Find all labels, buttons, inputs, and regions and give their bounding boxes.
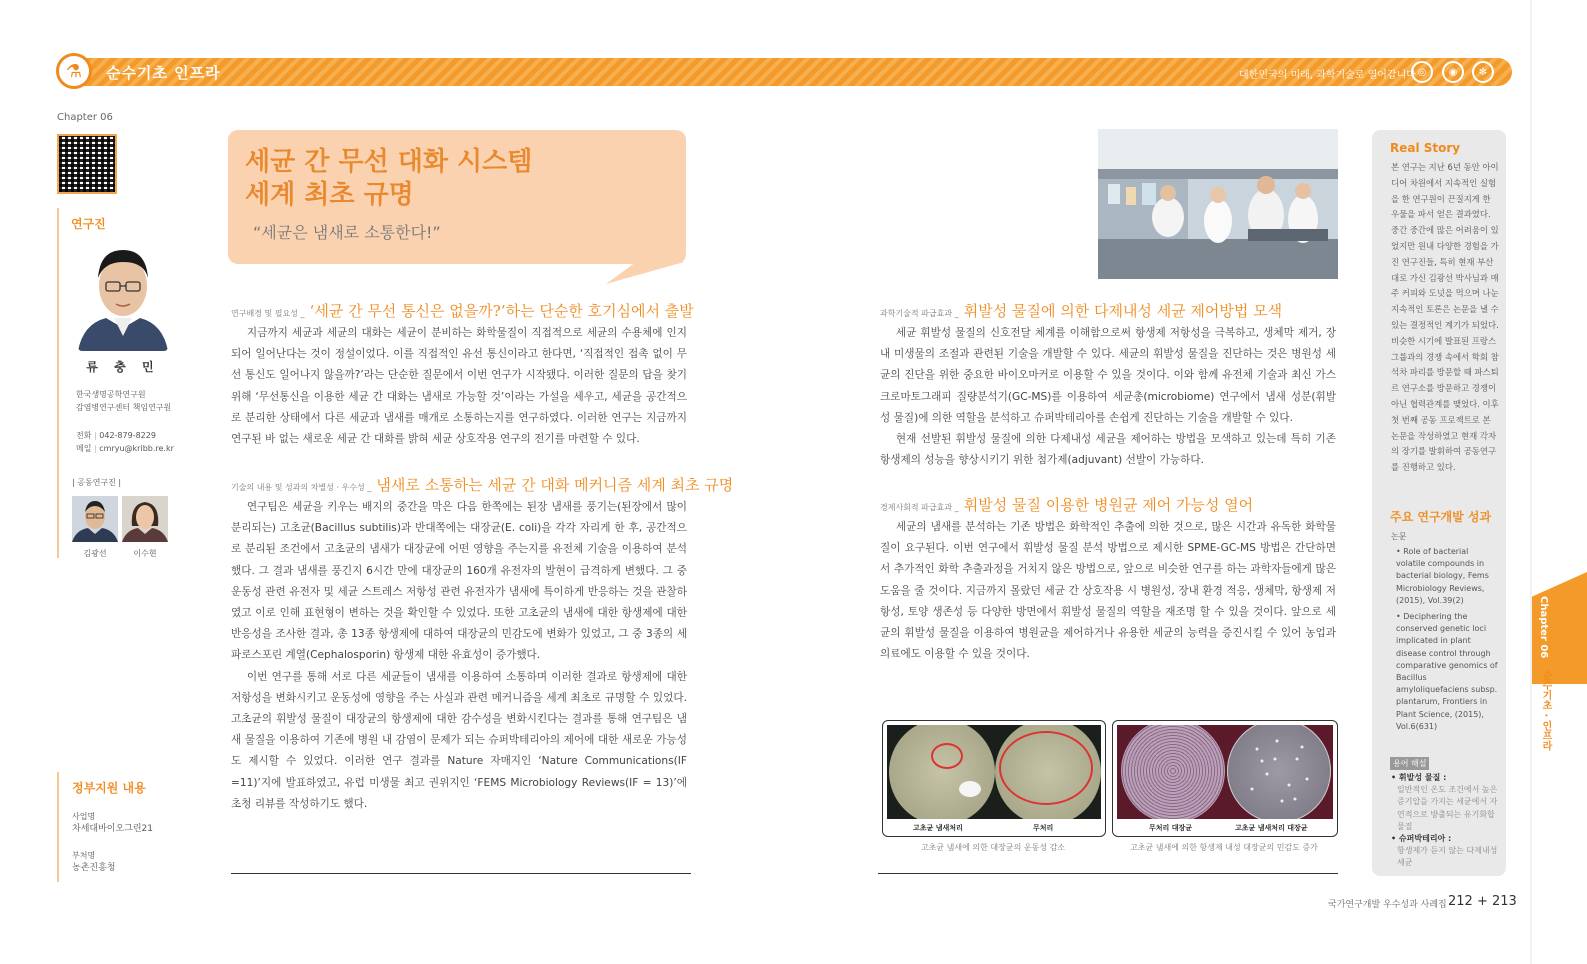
section-heading [880,494,1336,515]
section-title: ‘세균 간 무선 통신은 없을까?’하는 단순한 호기심에서 출발 [309,302,694,320]
gov-support-heading: 정부지원 내용 [72,781,146,795]
figure-caption: 고초균 냄새에 의한 항생제 내성 대장균의 민감도 증가 [1130,843,1318,852]
dept-label: 부처명 [72,851,96,860]
section-heading [231,474,734,495]
section-body [231,323,687,450]
paper-item: Deciphering the conserved genetic loci implicated in plant disease control through comparative genomics of Bacillus amyloliquefaciens subsp. plantarum, Frontiers in Plant Science, (2015), Vol.6(631) [1396,612,1498,731]
email-link[interactable]: cmryu@kribb.re.kr [99,444,174,453]
petri-dish-photo [887,725,1101,819]
paragraph: 지금까지 세균과 세균의 대화는 세균이 분비하는 화학물질이 직접적으로 세균의 수용체에 인지되어 일어난다는 것이 정설이었다. 이를 직접적인 유선 통신이라고 한다면, ‘직접적인 접촉 없이 무선 통신도 일어나지 않을까?’라는 단순한 질문에서 이번 연구가 시작됐다. 이러한 질문의 답을 찾기 위해 ‘무선통신을 이용한 세균 간 대화는 냄새로 가능할 것’이라는 가설을 세우고, 세균을 공간적으로 분리한 상태에서 다른 세균과 냄새를 매개로 소통하는지를 연구하였다. 이러한 연구는 지금까지 연구된 바 없는 새로운 세균 간 대화를 밝혀 세균 상호작용 연구의 전기를 마련할 수 있다. [231,327,687,446]
co-researcher-photo [122,496,168,542]
glossary-label: 용어 해설 [1390,757,1429,770]
section-heading [880,300,1336,321]
section-body [231,497,687,815]
paragraph: 세균 휘발성 물질의 신호전달 체계를 이해함으로써 항생제 저항성을 극복하고, 생체막 제거, 장내 미생물의 조절과 관련된 기술을 개발할 수 있다. 세균의 휘발성 물질을 진단하는 것은 병원성 세균의 진단을 위한 중요한 바이오마커로 이용할 수 있을 것이다. 이와 함께 유전체 기술과 최신 가스크로마토그래피 질량분석기(GC-MS)를 이용하여 세균총(microbiome) 연구에서 냄새 성분(휘발성 물질)에 의한 역할을 분석하고 슈퍼박테리아를 손쉽게 진단하는 기술을 개발할 수 있다. [880,327,1336,424]
co-researcher-label: | 공동연구진 | [72,478,122,487]
co-researcher-name: 이수현 [133,549,157,558]
paper-list: • Role of bacterial volatile compounds in bacterial biology, Fems Microbiology Reviews, (2015), Vol.39(2) • Deciphering the conserved genetic loci implicated in plant disease control through comparative genomics of Bacillus amyloliquefaciens subsp. plantarum, Frontiers in Plant Science, (2015), Vol.6(631) [1396,547,1498,731]
glossary-term: 슈퍼박테리아 : [1398,834,1452,844]
project-label: 사업명 [72,812,96,821]
divider-line [878,873,1338,874]
phone-label: 전화 [76,431,92,440]
figure-label: 고초균 냄새처리 대장균 [1235,824,1308,832]
paragraph: 세균의 냄새를 분석하는 기존 방법은 화학적인 추출에 의한 것으로, 많은 시간과 유독한 화학물질이 요구된다. 이번 연구에서 휘발성 물질 분석 방법으로 제시한 SPME-GC-MS 방법은 간단하면서 추가적인 화학 추출과정을 거치지 않은 방법으로, 앞으로 비슷한 연구를 하는 과학자들에게 많은 도움을 줄 것이다. 지금까지 몰랐던 세균 간 상호작용 시 병원성, 장내 환경 적응, 생체막, 항생제 저항성, 토양 생존성 등 다양한 방면에서 휘발성 물질의 역할을 재조명 할 수 있을 것이다. 앞으로 세균의 휘발성 물질을 이용하여 병원균을 제어하거나 유용한 세균의 능력을 증진시킬 수 있어 농업과 의료에도 이용할 수 있을 것이다. [880,521,1336,661]
section-label: 과학기술적 파급효과 _ [880,309,959,318]
real-story-body: 본 연구는 지난 6년 동안 아이디어 차원에서 지속적인 실험을 한 연구원이 끈질지게 한 우물을 파서 얻은 결과였다. 중간 중간에 많은 어려움이 있었지만 원내 다양한 경험을 가진 연구진들, 특히 현재 부산대로 가신 김광선 박사님과 매주 커피와 도넛을 먹으며 나눈 지속적인 토론은 논문을 낼 수 있는 결정적인 계기가 되었다. 비슷한 시기에 발표된 프랑스 그룹과의 경쟁 속에서 학회 참석차 파리를 방문할 때 파스퇴르 연구소를 방문하고 경쟁이 아닌 협력관계를 맺었다. 이후 첫 번째 공동 프로젝트로 본 논문을 작성하였고 현재 각자의 장기를 발휘하여 공동연구를 진행하고 있다. [1391,162,1499,473]
chapter-tab-section: 순수기초 · 인프라 [1540,670,1551,751]
page-title [245,146,532,212]
email-label: 메일 [76,444,92,453]
paragraph: 현재 선발된 휘발성 물질에 의한 다제내성 세균을 제어하는 방법을 모색하고 있는데 특히 기존 항생제의 성능을 향상시키기 위한 첨가제(adjuvant) 선발이 가능하다. [880,433,1336,467]
atom-icon: ✻ [1472,61,1494,83]
section-heading [231,300,694,321]
figure-label: 무처리 [1033,824,1054,832]
affiliation-line: 한국생명공학연구원 [76,390,146,399]
section-body [880,517,1336,665]
chapter-tab-label: Chapter 06 [1538,596,1549,659]
divider-line [231,873,691,874]
affiliation [76,388,171,414]
section-label: 경제사회적 파급효과 _ [880,503,959,512]
section-title: 휘발성 물질 이용한 병원균 제어 가능성 열어 [963,496,1254,514]
project-block [72,810,153,836]
band-title: 순수기초 인프라 [106,64,221,82]
glossary-definition: 항생제가 듣지 않는 다제내성 세균 [1397,846,1498,868]
dept-block [72,849,115,875]
contact-block: 전화 | 042-879-8229 메일 | cmryu@kribb.re.kr [76,431,174,453]
figure-motility [882,720,1106,837]
sidebar-divider [57,772,59,882]
qr-code[interactable] [57,134,117,194]
co-researcher-photo [72,496,118,542]
flask-icon: ⚗ [56,53,92,89]
glossary-term: 휘발성 물질 : [1398,773,1447,782]
petri-dish-photo [1117,725,1333,819]
paper-label: 논문 [1391,532,1407,541]
figure-label: 고초균 냄새처리 [913,824,963,832]
page-spine [1530,0,1532,964]
glossary: • 휘발성 물질 : 일반적인 온도 조건에서 높은 증기압을 가지는 세균에서 자연적으로 방출되는 유기화합물질 • 슈퍼박테리아 : 항생제가 듣지 않는 다제내성 세균 [1391,772,1499,870]
page-numbers: 212 + 213 [1448,894,1517,909]
globe-icon: ◎ [1411,61,1433,83]
sidebar-divider [57,208,59,558]
researcher-heading: 연구진 [71,217,106,231]
phone-value: 042-879-8229 [99,431,156,440]
glossary-definition: 일반적인 온도 조건에서 높은 증기압을 가지는 세균에서 자연적으로 방출되는 유기화합물질 [1397,785,1498,831]
dept-name: 농촌진흥청 [72,863,116,873]
lab-photo [1098,129,1338,279]
section-label: 기술의 내용 및 성과의 차별성 · 우수성 _ [231,483,372,492]
section-label: 연구배경 및 필요성 _ [231,309,305,318]
researcher-name: 류 충 민 [86,360,160,374]
chapter-label: Chapter 06 [57,112,113,123]
figure-label: 무처리 대장균 [1149,824,1193,832]
figure-caption: 고초균 냄새에 의한 대장균의 운동성 감소 [920,843,1066,852]
researcher-photo [78,236,168,351]
achievements-title: 주요 연구개발 성과 [1390,510,1492,524]
paragraph: 연구팀은 세균을 키우는 배지의 중간을 막은 다음 한쪽에는 된장 냄새를 풍기는(된장에서 많이 분리되는) 고초균(Bacillus subtilis)과 반대쪽에는 대장균(E. coli)을 각각 자리게 한 후, 공간적으로 분리된 조건에서 고초균의 냄새가 대장균에 어떤 영향을 주는지를 유전체 기술을 이용하여 분석했다. 그 결과 냄새를 풍긴지 6시간 만에 대장균의 160개 유전자의 발현이 급격하게 변했다. 그 중 운동성 관련 유전자 및 세균 스트레스 저항성 관련 유전자가 냄새에 특이하게 반응하는 것을 관찰하였고 이로 인해 표현형이 변하는 것을 확인할 수 있었다. 또한 고초균의 냄새에 대한 항생제에 대한 반응성을 조사한 결과, 총 13종 항생제에 대하여 대장균의 민감도에 변화가 있었고, 그 중 3종의 세파로스포린 계열(Cephalosporin) 항생제 대한 유효성이 증가했다. [231,501,687,662]
title-line: 세균 간 무선 대화 시스템 [245,147,533,177]
section-title: 휘발성 물질에 의한 다제내성 세균 제어방법 모색 [963,302,1283,320]
paragraph: 이번 연구를 통해 서로 다른 세균들이 냄새를 이용하여 소통하며 이러한 결과로 항생제에 대한 저항성을 변화시키고 운동성에 영향을 주는 사실과 관련 메커니즘을 세계 최초로 규명할 수 있었다. 고초균의 휘발성 물질이 대장균의 항생제에 대한 감수성을 변화시킨다는 결과를 통해 연구팀은 냄새 물질을 이용하여 기존에 병원 내 감염이 문제가 되는 슈퍼박테리아의 제어에 대한 새로운 가능성도 제시할 수 있었다. 이러한 연구 결과를 Nature 자매지인 ‘Nature Communications(IF =11)’지에 발표하였고, 유럽 미생물 최고 권위지인 ‘FEMS Microbiology Reviews(IF = 13)’에 초청 리뷰를 작성하기도 했다. [231,670,687,810]
figure-antibiotic [1112,720,1338,837]
page-subtitle: “세균은 냄새로 소통한다!” [253,223,441,242]
title-line: 세계 최초 규명 [245,180,414,210]
affiliation-line: 감염병연구센터 책임연구원 [76,403,172,412]
project-name: 차세대바이오그린21 [72,824,154,834]
footer-book-title: 국가연구개발 우수성과 사례집 [1328,900,1447,910]
section-title: 냄새로 소통하는 세균 간 대화 메커니즘 세계 최초 규명 [376,476,734,494]
paper-item: Role of bacterial volatile compounds in bacterial biology, Fems Microbiology Reviews, (2015), Vol.39(2) [1396,547,1489,605]
band-slogan: 대한민국의 미래, 과학기술로 열어갑니다 [1239,70,1416,81]
co-researcher-name: 김광선 [83,549,107,558]
real-story-title: Real Story [1390,141,1461,155]
section-body [880,323,1336,471]
bubble-tail [606,262,686,286]
brain-icon: ◉ [1442,61,1464,83]
